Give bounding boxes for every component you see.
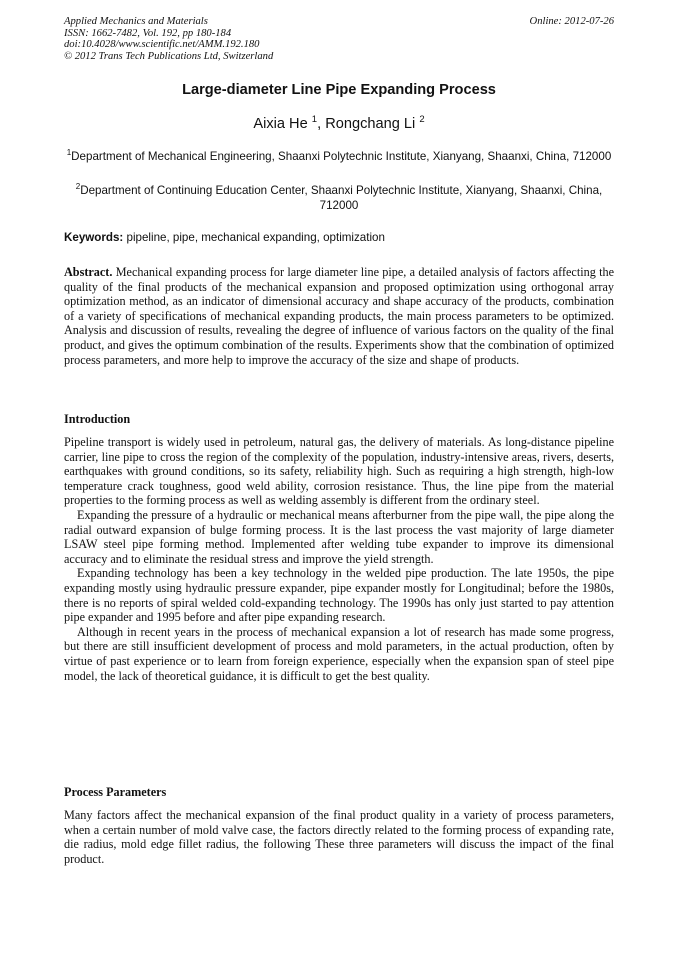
author-separator: , bbox=[317, 115, 326, 132]
keywords bbox=[64, 231, 614, 244]
author-2-sup: 2 bbox=[419, 114, 425, 125]
intro-paragraph-1: Pipeline transport is widely used in petroleum, natural gas, the delivery of materials. As long-distance pipeline carrier, line pipe to cross the region of the complexity of the population, industry-intensive areas, rivers, deserts, earthquakes with ground conditions, so its safety, reliability high. Such as requiring a high strength, high-low temperature crack toughness, good weld ability, corrosion resistance. Thus, the line pipe from the material properties to the forming process as well as welding assembly is different from the ordinary steel. bbox=[64, 435, 614, 508]
abstract-label: Abstract. bbox=[64, 265, 113, 279]
author-1: Aixia He bbox=[253, 115, 308, 132]
affiliation-2-sup: 2 bbox=[75, 182, 81, 191]
author-line bbox=[0, 114, 678, 132]
intro-paragraph-2: Expanding the pressure of a hydraulic or mechanical means afterburner from the pipe wall, the pipe along the radial outward expansion of bulge forming process. It is the last process the vast majority of large diameter LSAW steel pipe forming method. Implemented after welding tube expander to improve its dimensional accuracy and to eliminate the residual stress and improve the yield strength. bbox=[64, 507, 614, 566]
paper-title: Large-diameter Line Pipe Expanding Process bbox=[182, 82, 496, 98]
process-heading: Process Parameters bbox=[64, 785, 167, 799]
copyright-line: © 2012 Trans Tech Publications Ltd, Switzerland bbox=[64, 50, 274, 62]
doi-line: doi:10.4028/www.scientific.net/AMM.192.180 bbox=[64, 39, 260, 51]
process-paragraph: Many factors affect the mechanical expansion of the final product quality in a variety of process parameters, when a certain number of mold valve case, the factors directly related to the forming process of expanding rate, die radius, mold edge fillet radius, the following These three parameters will discuss the impact of the final product. bbox=[64, 808, 614, 866]
affiliation-1 bbox=[64, 146, 614, 165]
keywords-text: pipeline, pipe, mechanical expanding, optimization bbox=[123, 231, 385, 244]
intro-paragraph-4: Although in recent years in the process of mechanical expansion a lot of research has made some progress, but there are still insufficient development of process and mold parameters, in the actual production, often by virtue of past experience or to learn from foreign experience, especially when the expansion span of steel pipe model, the lack of theoretical guidance, it is difficult to get the best quality. bbox=[64, 624, 614, 683]
abstract bbox=[64, 265, 614, 367]
journal-name: Applied Mechanics and Materials bbox=[64, 16, 208, 27]
keywords-label: Keywords: bbox=[64, 231, 124, 244]
abstract-text: Mechanical expanding process for large diameter line pipe, a detailed analysis of factors affecting the quality of the final products of the mechanical expansion and proposed optimization using orthogonal array optimization method, as an indicator of dimensional accuracy and shape accuracy of the products, combination of a variety of specifications of mechanical expanding products, the main process parameters to be optimized. Analysis and discussion of results, revealing the degree of influence of various factors on the quality of the final product, and gives the optimum combination of the results. Experiments show that the combination of optimized process parameters, and more help to improve the accuracy of the size and shape of products. bbox=[64, 265, 614, 367]
author-1-sup: 1 bbox=[311, 114, 318, 125]
issn-line: ISSN: 1662-7482, Vol. 192, pp 180-184 bbox=[64, 27, 232, 39]
process-body bbox=[64, 808, 614, 866]
affiliation-1-text: Department of Mechanical Engineering, Shaanxi Polytechnic Institute, Xianyang, Shaanxi, China, 712000 bbox=[71, 149, 612, 163]
affiliation-1-sup: 1 bbox=[66, 148, 72, 157]
affiliation-2-text: Department of Continuing Education Center, Shaanxi Polytechnic Institute, Xianyang, Shaanxi, China, 712000 bbox=[80, 183, 603, 212]
affiliation-2 bbox=[64, 180, 614, 213]
introduction-heading: Introduction bbox=[64, 412, 131, 426]
journal-header bbox=[64, 16, 614, 62]
introduction-body bbox=[64, 435, 614, 683]
author-2: Rongchang Li bbox=[325, 115, 416, 132]
intro-paragraph-3: Expanding technology has been a key technology in the welded pipe production. The late 1950s, the pipe expanding mostly using hydraulic pressure expander, pipe expander mostly for Longitudinal; before the 1980s, there is no reports of spiral welded cold-expanding technology. The 1990s has only just started to pay attention pipe expander and 1995 before and after pipe expanding research. bbox=[64, 566, 614, 625]
online-date: Online: 2012-07-26 bbox=[529, 16, 614, 27]
